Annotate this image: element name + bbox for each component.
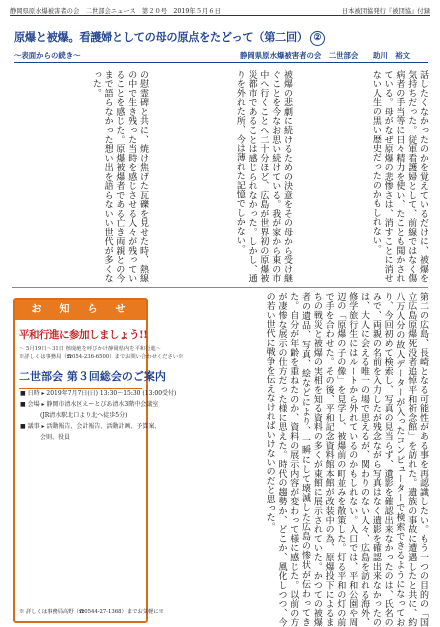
notice-heading: お 知 ら せ — [15, 300, 146, 320]
bullet-icon: ■ — [20, 401, 28, 408]
section-divider — [12, 287, 428, 288]
meeting-venue-label: 会場 ▸ — [27, 401, 45, 408]
meeting-agenda-row — [20, 421, 161, 432]
meeting-agenda-2: 会則、役員 — [40, 434, 71, 441]
bullet-icon: ■ — [20, 390, 28, 397]
peace-march-description: ～ 5月19日～31日 核廃絶を呼びかけ静岡県内を平和行進～ — [19, 346, 162, 352]
article-title-text: 原爆と被爆。看護婦としての母の原点をたどって（第二回） — [14, 30, 308, 44]
peace-march-title: 平和行進に参加しましょう!! — [19, 329, 148, 341]
meeting-details — [20, 388, 177, 443]
meeting-venue-note: (JR清水駅北口より北へ徒歩5分) — [40, 412, 128, 419]
article-column-bottom: 第二の広島、長崎となる可能性がある事を再認識したい。もう一つの目的の「国立広島原爆死没者追悼平和祈念館」を訪れた。遺族の事故に遭遇したと共に、約八万人分の故人データーが入ったコンピューターで検索できるようになっており、今回初めて検索し、写真の見当らず、遺影を確認出来なかったのは、氏名のみで、両親の名前を入力したが残念ながら写真はなく遺影を確認出来なかったのは、大人に会える唯一の場で思えるが、関わりのない人々、広島を訪れる海外、修学旅行生にはルートから外れているのかもしれない。入口では、平和公園や周辺の「原爆の子の像」を見学し、被爆前の町並みを散策した。灯る平和の灯の前で手を合わせた。その後、平和記念資料館本館が改装中の為、原爆投下によるまちの戦災と被爆の実相を知る資料の多くが東館に展示されていた。かつての被爆者の遺品、写真、絵などにより、一瞬にして壊滅した広島の惨状が伝わってきた。自分が年齢を重ねたのか、資料の展示内容が変わって様に感じた。以前の方が凄惨な展示の仕方だった様に思えた。時代の趨勢か、どこか、風化しつつ、今の若い世代に戦争を伝えなければいけないのだと思った。 — [264, 292, 428, 627]
meeting-agenda-row-2 — [20, 432, 143, 443]
header-right: 日本被団協発行『被団協』付録 — [341, 8, 430, 15]
meeting-title: 二世部会 第３回総会のご案内 — [19, 368, 142, 389]
article-title — [14, 29, 428, 46]
meeting-agenda-label: 議事 ▸ — [27, 423, 45, 430]
peace-march-note: ※詳しくは事務局（☎054-236-6500）までお問い合わせください※ — [19, 354, 184, 360]
title-rule — [14, 62, 428, 63]
meeting-venue: 静岡市清水区えーとぴあ清水3階中会議室 — [46, 401, 159, 408]
bullet-icon: ■ — [20, 423, 28, 430]
part-number-badge: ② — [310, 31, 325, 46]
article-byline: 静岡県原水爆被害者の会 二世部会 助川 裕文 — [240, 51, 410, 60]
article-column-top-left: の慰霊碑と共に、焼け焦げた瓦礫を見せた時、熱線の中で生き残った当時を感じさせる人々が残っていることを感じた。原爆被爆者である亡き両親との今まで語らなかった想い出を語らないい世代が多くなった。 — [90, 70, 148, 283]
article-column-top-middle: 被爆の悲劇に続けるための決意をその母から受け継ぐことを今なお思い続けている。我が家から東の市中へ行くことへ二十分ほど、広島が世界初の原爆被災都市であることは感じられなかった。しかし、通りを外れた所、今は薄れた記憶でしかない。 — [234, 70, 292, 283]
meeting-date: 2019年7月7日(日) 13:30～15:30 (13:00受付) — [46, 390, 177, 397]
article-subtitle: ～表面からの続き～ — [14, 51, 81, 60]
article-column-top-right: 話したくなかったのかを覚えているだけに、被爆を気持ちだった。従軍看護婦として、前線ではなく傷病者の手当等に日々精力を使い、たことも聞かされている。母がなぜ原爆の悲惨さは、消すことに消せない人生の黒い歴史だったのかもしれない。 — [370, 70, 428, 283]
header-rule — [10, 15, 430, 16]
header-left: 静岡県原水爆被害者の会 二世部会ニュース 第２０号 2019年５月６日 — [10, 8, 221, 15]
meeting-venue-note-row — [20, 410, 143, 421]
meeting-venue-row — [20, 399, 159, 410]
meeting-date-row — [20, 388, 177, 399]
meeting-date-label: 日時 ▸ — [27, 390, 45, 397]
notice-box — [13, 298, 184, 623]
meeting-contact: ※ 詳しくは事務局高野（☎0544-27-1368）までお気軽に※ — [19, 609, 164, 615]
meeting-agenda: 活動報告、会計報告、活動計画、予算案、 — [46, 423, 161, 430]
